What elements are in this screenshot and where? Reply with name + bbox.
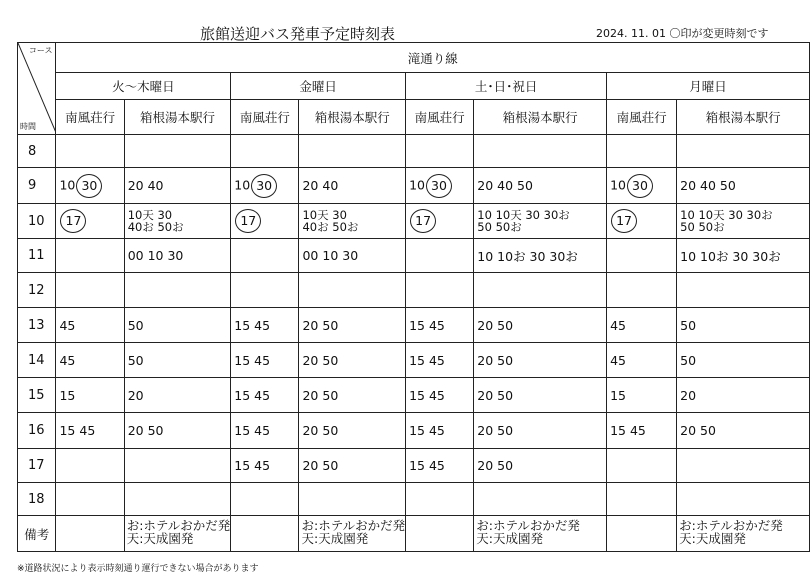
time-cell: 20 50 [299,413,406,449]
dest-header: 箱根湯本駅行 [474,100,607,135]
time-cell: 20 40 50 [677,168,810,204]
time-cell: 10 10天 30 30お 50 50お [474,204,607,239]
time-cell: 00 10 30 [124,239,231,273]
changed-time-circle: 17 [611,209,637,233]
dest-header: 南風荘行 [406,100,474,135]
time-cell: 15 45 [231,308,299,343]
time-cell: 20 50 [474,308,607,343]
time-cell: 20 50 [677,413,810,449]
hour-label: 16 [18,413,56,449]
time-cell: 15 [607,378,677,413]
time-cell: 10 30 [607,168,677,204]
time-cell: 10 10お 30 30お [474,239,607,273]
hour-label: 13 [18,308,56,343]
time-cell: 20 40 [124,168,231,204]
route-title: 滝通り線 [56,43,810,73]
dest-header: 箱根湯本駅行 [124,100,231,135]
corner-cell [18,43,56,135]
changed-time-circle: 30 [76,174,102,198]
dest-header: 箱根湯本駅行 [299,100,406,135]
changed-time-circle: 17 [60,209,86,233]
note-cell: お:ホテルおかだ発 天:天成園発 [677,516,810,552]
page-title: 旅館送迎バス発車予定時刻表 [200,25,396,43]
time-cell: 10 10天 30 30お 50 50お [677,204,810,239]
time-cell: 15 45 [406,343,474,378]
table-row [18,413,810,449]
table-row [18,449,810,483]
notes-label: 備考 [18,516,56,552]
dest-header: 南風荘行 [607,100,677,135]
hour-label: 9 [18,168,56,204]
changed-time-circle: 30 [251,174,277,198]
hour-label: 10 [18,204,56,239]
time-cell: 20 [124,378,231,413]
time-cell [406,204,474,239]
time-cell: 50 [677,343,810,378]
time-cell: 10 30 [231,168,299,204]
table-row [18,135,810,168]
dest-header: 箱根湯本駅行 [677,100,810,135]
table-row [18,204,810,239]
time-cell: 15 45 [406,308,474,343]
time-cell: 20 50 [474,449,607,483]
table-row [18,168,810,204]
time-cell: 45 [607,343,677,378]
dest-header: 南風荘行 [231,100,299,135]
time-cell: 20 50 [299,378,406,413]
table-row [18,239,810,273]
time-cell: 20 50 [299,343,406,378]
table-row [18,308,810,343]
time-cell: 15 45 [231,413,299,449]
table-row [18,378,810,413]
changed-time-circle: 30 [627,174,653,198]
hour-label: 18 [18,483,56,516]
time-cell: 15 [56,378,124,413]
time-cell: 15 45 [406,413,474,449]
hour-label: 14 [18,343,56,378]
time-cell: 20 50 [474,343,607,378]
note-cell: お:ホテルおかだ発 天:天成園発 [474,516,607,552]
time-cell: 45 [607,308,677,343]
footer-note: ※道路状況により表示時刻通り運行できない場合があります [17,564,259,574]
time-cell: 00 10 30 [299,239,406,273]
time-cell: 20 40 50 [474,168,607,204]
time-cell: 20 50 [474,378,607,413]
dest-header: 南風荘行 [56,100,124,135]
time-cell: 10 30 [56,168,124,204]
changed-time-circle: 17 [410,209,436,233]
notes-row [18,516,810,552]
time-cell [607,204,677,239]
revision-note: 2024. 11. 01 〇印が変更時刻です [596,27,769,40]
time-cell: 50 [124,343,231,378]
time-cell: 20 50 [474,413,607,449]
note-cell: お:ホテルおかだ発 天:天成園発 [124,516,231,552]
changed-time-circle: 17 [235,209,261,233]
table-row [18,483,810,516]
changed-time-circle: 30 [426,174,452,198]
time-cell: 15 45 [607,413,677,449]
time-cell: 50 [677,308,810,343]
day-header-weekend: 土･日･祝日 [406,73,607,100]
time-cell: 10 10お 30 30お [677,239,810,273]
time-cell: 10 30 [406,168,474,204]
day-header-fri: 金曜日 [231,73,406,100]
time-cell: 10天 30 40お 50お [299,204,406,239]
time-cell: 15 45 [231,343,299,378]
time-cell [231,204,299,239]
time-cell: 15 45 [406,378,474,413]
time-cell: 15 45 [406,449,474,483]
hour-label: 11 [18,239,56,273]
timetable [17,42,810,552]
time-cell: 45 [56,343,124,378]
time-cell: 15 45 [56,413,124,449]
time-cell: 20 50 [299,308,406,343]
table-row [18,343,810,378]
time-cell: 20 40 [299,168,406,204]
time-cell: 20 50 [124,413,231,449]
hour-label: 15 [18,378,56,413]
corner-course-label: コース [28,46,53,55]
time-cell: 10天 30 40お 50お [124,204,231,239]
time-cell: 45 [56,308,124,343]
time-cell: 50 [124,308,231,343]
time-cell: 20 [677,378,810,413]
hour-label: 12 [18,273,56,308]
day-header-mon: 月曜日 [607,73,810,100]
time-cell [56,204,124,239]
day-header-tue-thu: 火～木曜日 [56,73,231,100]
time-cell: 20 50 [299,449,406,483]
hour-label: 17 [18,449,56,483]
note-cell: お:ホテルおかだ発 天:天成園発 [299,516,406,552]
time-cell: 15 45 [231,449,299,483]
table-row [18,273,810,308]
hour-label: 8 [18,135,56,168]
corner-time-label: 時間 [20,122,36,131]
time-cell: 15 45 [231,378,299,413]
